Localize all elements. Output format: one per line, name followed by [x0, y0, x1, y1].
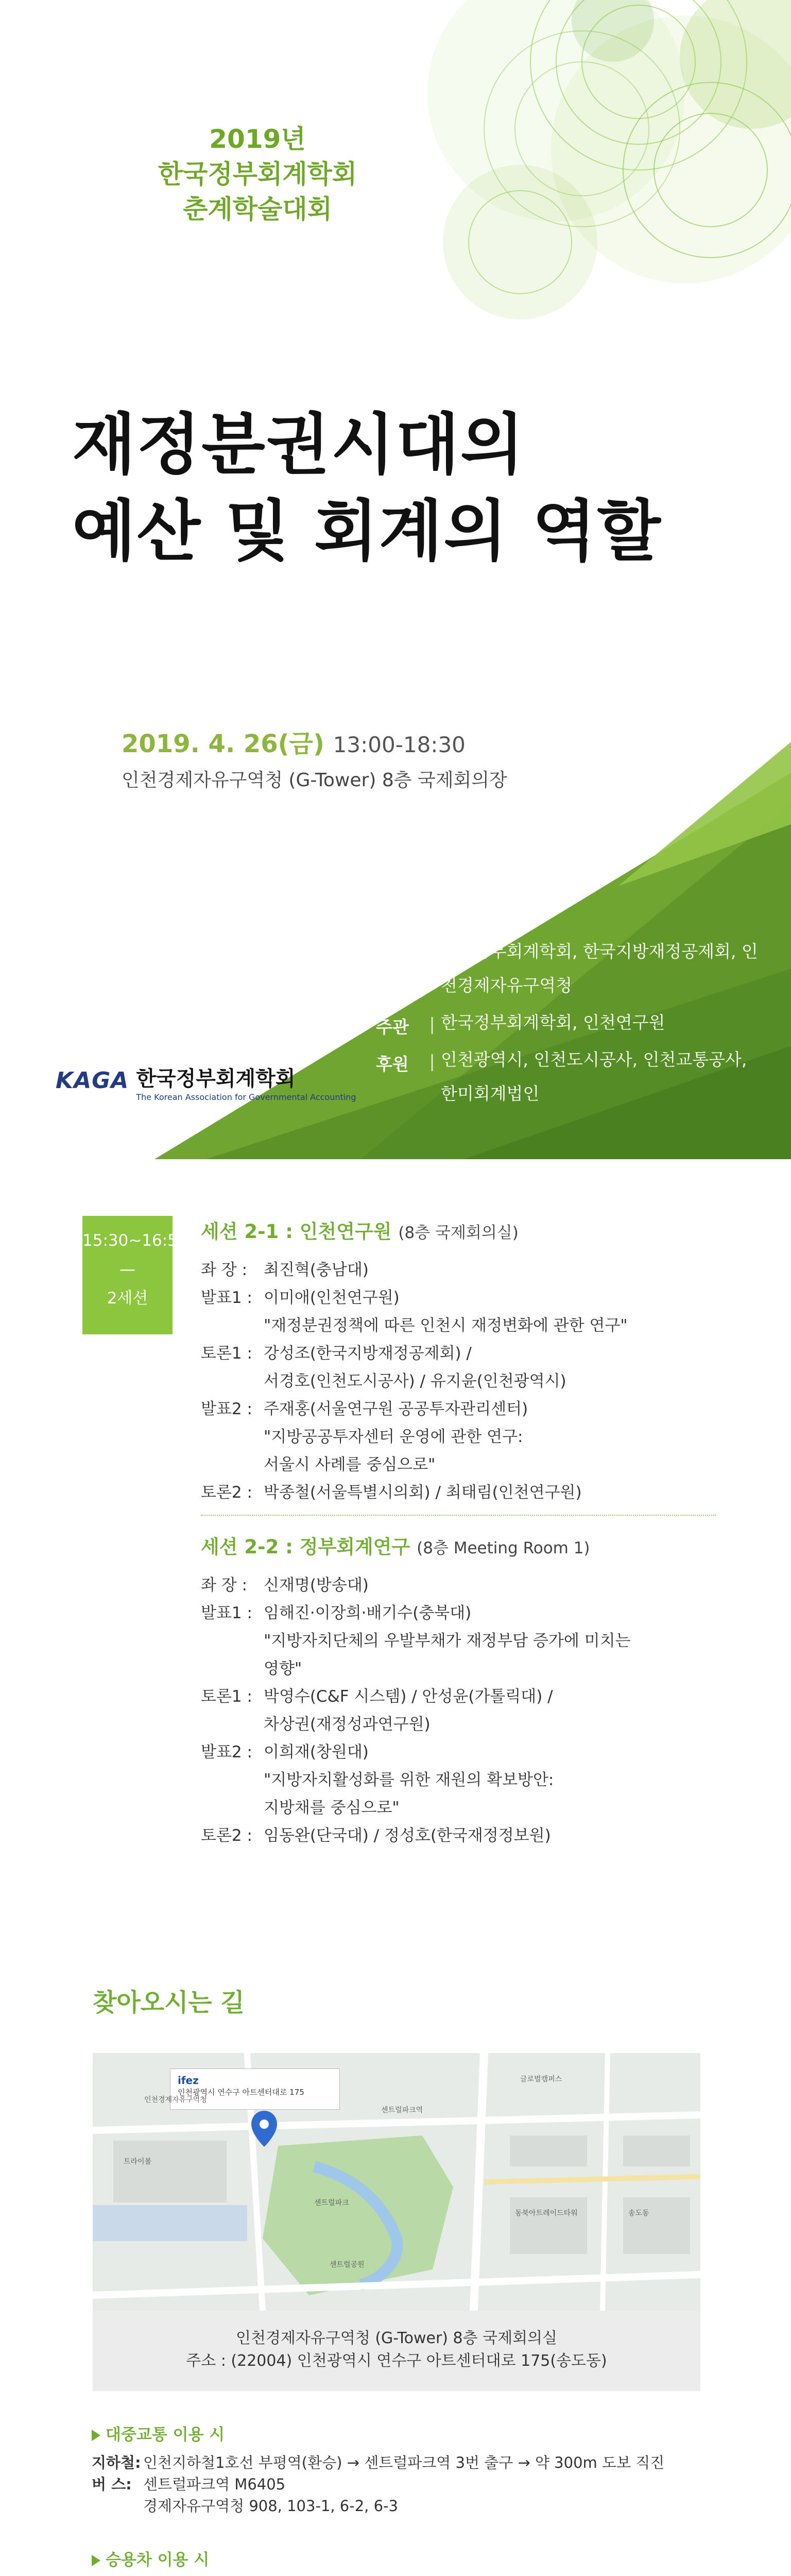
program-line — [201, 1423, 716, 1451]
session-time-box — [82, 1216, 188, 1334]
program-role — [201, 1655, 264, 1683]
event-main-title — [72, 402, 742, 575]
session-list — [201, 1216, 716, 1850]
program-detail: 최진혁(충남대) — [264, 1261, 369, 1279]
hero-banner — [0, 0, 791, 1159]
session-2-1 — [201, 1216, 716, 1506]
program-line — [201, 1822, 716, 1850]
map-place: 동북아트레이드타워 — [515, 2209, 578, 2217]
program-detail: 서경호(인천도시공사) / 유지윤(인천광역시) — [264, 1372, 566, 1391]
session-room: (8층 Meeting Room 1) — [417, 1539, 590, 1557]
location-map[interactable] — [93, 2053, 700, 2311]
program-detail: 임동완(단국대) / 정성호(한국재정정보원) — [264, 1826, 551, 1845]
transport-route: 센트럴파크역 M6405 — [143, 2476, 286, 2493]
title-line-2: 예산 및 회계의 역할 — [72, 493, 662, 570]
program-detail: 박영수(C&F 시스템) / 안성윤(가톨릭대) / — [264, 1687, 553, 1706]
session-name: 세션 2-2 : 정부회계연구 — [201, 1536, 410, 1558]
map-place: 트라이볼 — [124, 2158, 152, 2166]
map-place: 글로벌캠퍼스 — [520, 2075, 562, 2083]
public-transport-label: 대중교통 이용 시 — [106, 2426, 225, 2444]
session-title — [201, 1531, 716, 1559]
credit-label: 후원 — [376, 1054, 409, 1074]
program-detail: 강성조(한국지방재정공제회) / — [264, 1344, 472, 1363]
event-conference: 춘계학술대회 — [183, 194, 332, 224]
transport-mode: 지하철: — [92, 2454, 141, 2471]
session-program — [201, 1571, 716, 1850]
program-line — [201, 1571, 716, 1599]
public-transport-row — [92, 2452, 710, 2473]
logo-subtitle: The Korean Association for Governmental Accounting — [136, 1092, 356, 1102]
program-role — [201, 1710, 264, 1738]
session-number: 2세션 — [107, 1289, 148, 1308]
map-place: 인천경제자유구역청 — [144, 2096, 207, 2104]
program-line — [201, 1479, 716, 1506]
event-date: 2019. 4. 26(금) — [122, 730, 324, 758]
program-line — [201, 1710, 716, 1738]
program-role: 토론1 : — [201, 1344, 252, 1363]
program-role: 발표1 : — [201, 1289, 252, 1307]
program-line — [201, 1738, 716, 1766]
credit-separator: | — [429, 1014, 435, 1034]
credit-label: 주최 — [376, 946, 409, 966]
credit-label: 주관 — [376, 1017, 409, 1037]
logo-mark: KAGA — [56, 1067, 129, 1094]
program-line — [201, 1312, 716, 1340]
transport-mode: 버 스: — [92, 2476, 132, 2493]
program-detail: 차상권(재정성과연구원) — [264, 1715, 431, 1734]
transport-guide — [92, 2421, 710, 2576]
program-detail: 서울시 사례를 중심으로" — [264, 1455, 436, 1474]
public-transport-list — [92, 2452, 710, 2517]
program-role — [201, 1794, 264, 1822]
event-datetime — [122, 724, 466, 759]
program-detail: "재정분권정책에 따른 인천시 재정변화에 관한 연구" — [264, 1316, 628, 1335]
event-organizer-title — [77, 122, 438, 227]
credit-separator: | — [429, 943, 435, 963]
program-line — [201, 1766, 716, 1794]
credit-value: 한국정부회계학회, 인천연구원 — [441, 1012, 665, 1032]
session-divider — [201, 1515, 716, 1516]
program-role: 발표1 : — [201, 1604, 252, 1622]
credit-organizer — [376, 1014, 767, 1040]
event-time: 13:00-18:30 — [333, 732, 466, 757]
session-name: 세션 2-1 : 인천연구원 — [201, 1221, 392, 1243]
session-title — [201, 1216, 716, 1244]
program-role — [201, 1367, 264, 1395]
program-role — [201, 1312, 264, 1340]
program-role: 좌 장 : — [201, 1261, 248, 1279]
program-line — [201, 1655, 716, 1683]
session-room: (8층 국제회의실) — [398, 1224, 519, 1242]
transport-route: 인천지하철1호선 부평역(환승) → 센트럴파크역 3번 출구 → 약 300m 도보 직진 — [143, 2454, 665, 2471]
program-role — [201, 1451, 264, 1479]
event-year: 2019년 — [209, 124, 306, 154]
program-role: 좌 장 : — [201, 1576, 248, 1595]
event-credits — [376, 943, 767, 1122]
program-detail: 신재명(방송대) — [264, 1576, 369, 1595]
program-role — [201, 1423, 264, 1451]
session-time: 15:30~16:50 — [82, 1231, 188, 1250]
credit-host — [376, 943, 767, 1003]
event-society: 한국정부회계학회 — [158, 159, 357, 189]
directions-heading: 찾아오시는 길 — [93, 1988, 245, 2017]
program-detail: 영향" — [264, 1659, 302, 1678]
program-line — [201, 1256, 716, 1284]
car-heading — [92, 2547, 710, 2570]
program-line — [201, 1367, 716, 1395]
program-role — [201, 1627, 264, 1655]
session-2-2 — [201, 1531, 716, 1850]
program-line — [201, 1683, 716, 1710]
map-place: 센트럴공원 — [330, 2261, 365, 2269]
program-detail: 박종철(서울특별시의회) / 최태림(인천연구원) — [264, 1483, 582, 1502]
transport-route: 경제자유구역청 908, 103-1, 6-2, 6-3 — [143, 2497, 398, 2515]
program-line — [201, 1395, 716, 1423]
logo-name: 한국정부회계학회 — [136, 1067, 296, 1091]
program-detail: 지방채를 중심으로" — [264, 1799, 400, 1817]
credit-separator: | — [429, 1051, 435, 1071]
session-dash: — — [119, 1260, 135, 1279]
map-label-address: 인천광역시 연수구 아트센터대로 175 — [178, 2088, 304, 2097]
program-role: 토론2 : — [201, 1483, 252, 1502]
public-transport-row — [92, 2473, 710, 2495]
program-line — [201, 1340, 716, 1367]
map-caption-venue: 인천경제자유구역청 (G-Tower) 8층 국제회의실 — [235, 2329, 558, 2347]
program-line — [201, 1599, 716, 1627]
map-place: 센트럴파크역 — [381, 2106, 423, 2114]
map-place: 센트럴파크 — [314, 2199, 349, 2207]
map-caption-address: 주소 : (22004) 인천광역시 연수구 아트센터대로 175(송도동) — [186, 2352, 607, 2370]
credit-value: 인천광역시, 인천도시공사, 인천교통공사, 한미회계법인 — [441, 1049, 747, 1104]
program-detail: 이미애(인천연구원) — [264, 1289, 400, 1307]
program-detail: 이희재(창원대) — [264, 1743, 369, 1761]
program-role: 토론1 : — [201, 1687, 252, 1706]
credit-sponsor — [376, 1051, 767, 1111]
program-line — [201, 1451, 716, 1479]
program-detail: "지방자치활성화를 위한 재원의 확보방안: — [264, 1771, 554, 1789]
program-detail: "지방자치단체의 우발부채가 재정부담 증가에 미치는 — [264, 1632, 631, 1650]
program-role: 발표2 : — [201, 1743, 252, 1761]
map-place: 송도동 — [628, 2209, 649, 2217]
program-role: 발표2 : — [201, 1400, 252, 1418]
car-label: 승용차 이용 시 — [106, 2551, 210, 2569]
program-line — [201, 1284, 716, 1312]
transport-mode — [92, 2495, 143, 2517]
title-line-1: 재정분권시대의 — [72, 406, 525, 483]
program-line — [201, 1794, 716, 1822]
public-transport-heading — [92, 2421, 710, 2445]
program-role — [201, 1766, 264, 1794]
program-line — [201, 1627, 716, 1655]
credit-value: 한국정부회계학회, 한국지방재정공제회, 인천경제자유구역청 — [441, 941, 758, 995]
session-program — [201, 1256, 716, 1506]
public-transport-row — [92, 2495, 710, 2517]
program-role: 토론2 : — [201, 1826, 252, 1845]
map-caption — [93, 2311, 700, 2391]
kaga-logo — [56, 1067, 356, 1102]
triangle-bullet-icon — [92, 2555, 100, 2566]
triangle-bullet-icon — [92, 2430, 100, 2441]
program-detail: "지방공공투자센터 운영에 관한 연구: — [264, 1428, 523, 1446]
program-detail: 주재홍(서울연구원 공공투자관리센터) — [264, 1400, 528, 1418]
program-detail: 임해진·이장희·배기수(충북대) — [264, 1604, 472, 1622]
map-label-title: ifez — [178, 2074, 199, 2087]
event-venue: 인천경제자유구역청 (G-Tower) 8층 국제회의장 — [122, 770, 507, 791]
